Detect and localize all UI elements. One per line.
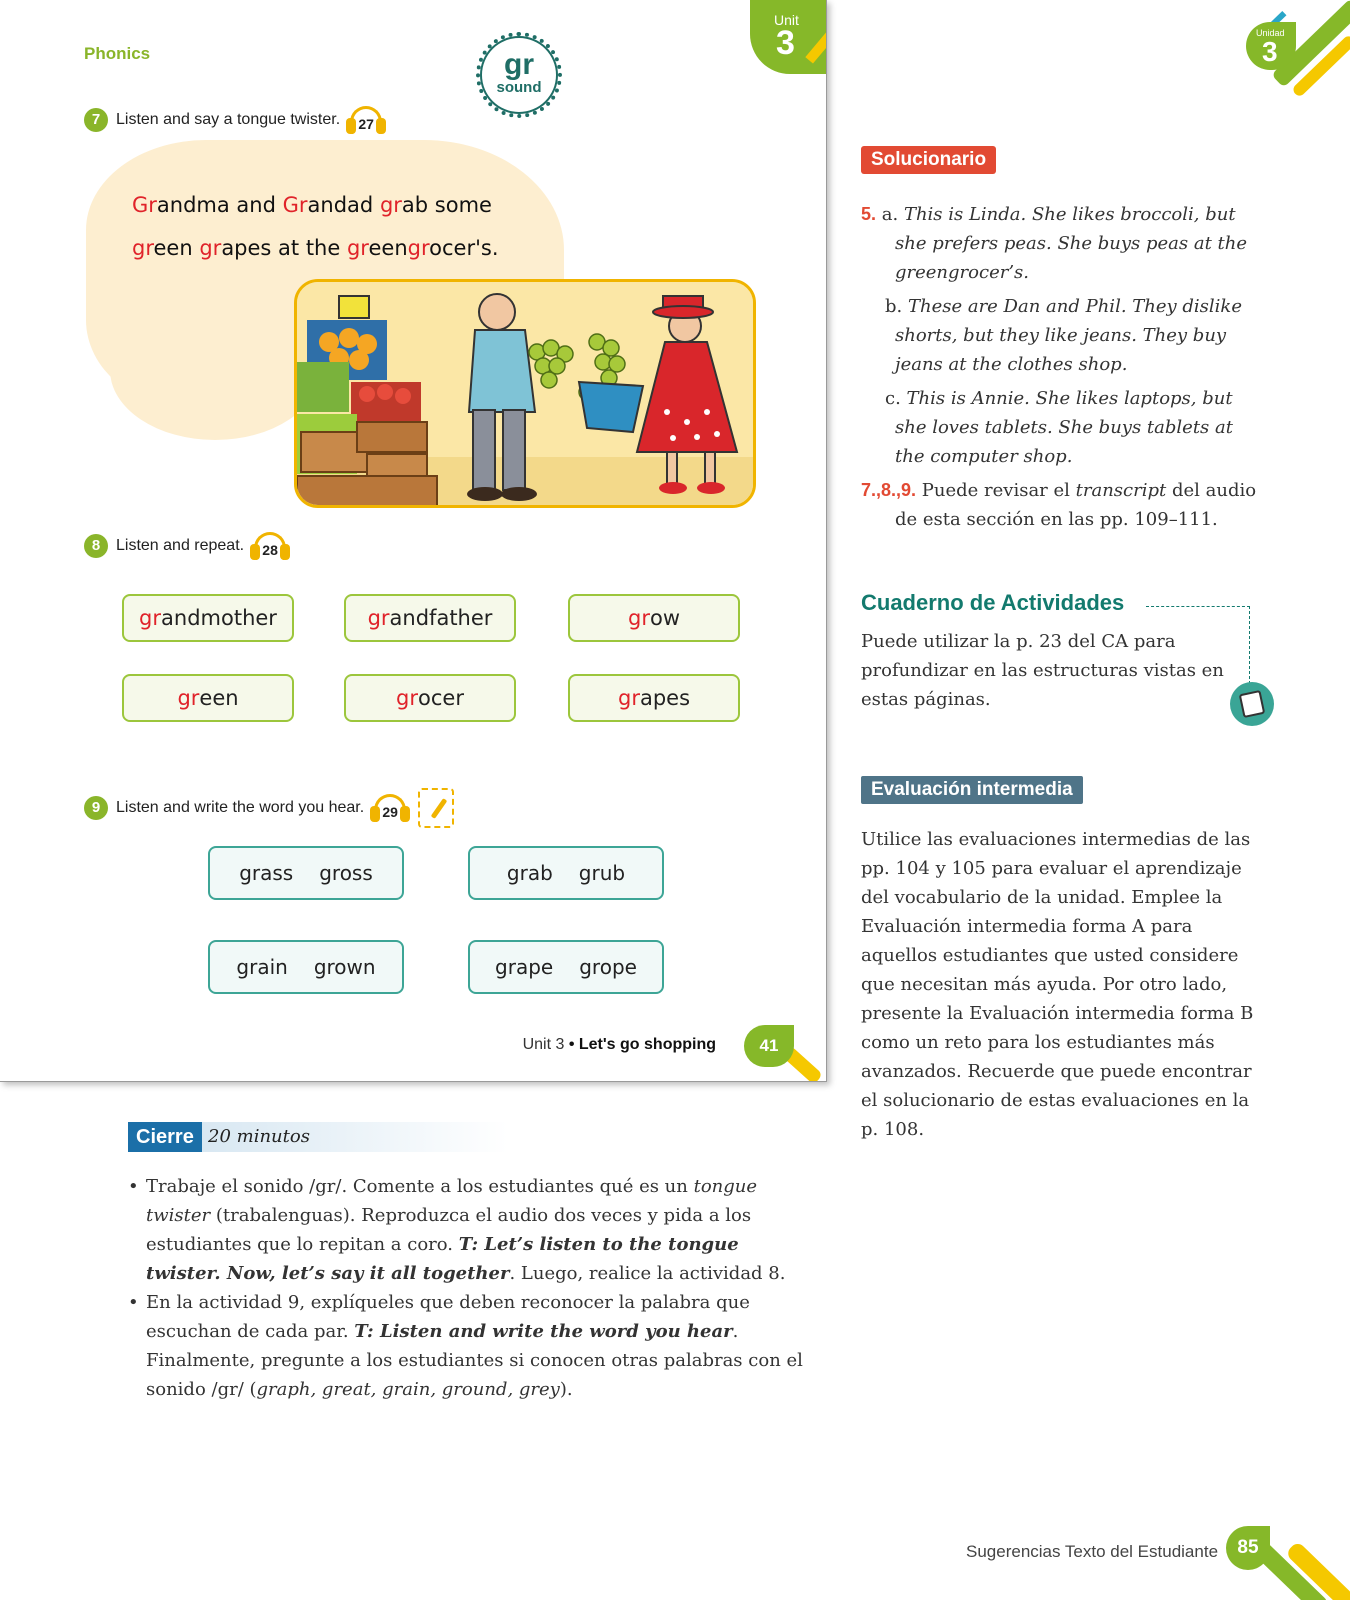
italic-term: graph, great, grain, ground, grey xyxy=(256,1379,560,1400)
solucionario-answer xyxy=(861,384,1261,471)
gr-highlight: Gr xyxy=(132,193,157,217)
word-pair-card[interactable] xyxy=(468,846,664,900)
gr-highlight: gr xyxy=(139,606,162,630)
solucionario-item-5-list xyxy=(861,200,1261,471)
answer-letter: b. xyxy=(885,296,903,317)
word-card xyxy=(568,674,740,722)
gr-highlight: gr xyxy=(199,236,222,260)
evaluacion-text: Utilice las evaluaciones intermedias de las pp. 104 y 105 para evaluar el aprendizaje del vocabulario de la unidad. Emplee la Evaluación intermedia forma A para aquellos estudiantes que usted considere que necesitan más ayuda. Por otro lado, presente la Evaluación intermedia forma B como un reto para los estudiantes más avanzados. Recuerde que puede encontrar el solucionario de estas evaluaciones en la p. 108. xyxy=(861,829,1254,1140)
instruction-text: Listen and say a tongue twister. xyxy=(116,111,341,128)
gr-highlight: gr xyxy=(177,686,200,710)
word-card xyxy=(568,594,740,642)
word-option[interactable]: grope xyxy=(579,955,637,979)
italic-term: tongue twister xyxy=(146,1176,758,1226)
answer-text: This is Annie. She likes laptops, but she loves tablets. She buys tablets at the computer shop. xyxy=(895,388,1233,467)
word-rest: apes xyxy=(639,686,691,710)
answer-letter: a. xyxy=(881,204,899,225)
gr-highlight: gr xyxy=(407,236,430,260)
word-option[interactable]: grass xyxy=(239,861,294,885)
word-rest: andfather xyxy=(389,606,493,630)
twister-segment: andad xyxy=(307,193,380,217)
greengrocer-illustration xyxy=(294,279,756,508)
twister-segment: andma and xyxy=(156,193,283,217)
twister-segment: een xyxy=(368,236,408,260)
word-card xyxy=(122,674,294,722)
solucionario-answer xyxy=(861,200,1261,287)
cierre-bullet xyxy=(128,1288,818,1404)
answer-text: This is Linda. She likes broccoli, but she prefers peas. She buys peas at the greengrocer’s. xyxy=(895,204,1248,283)
activity-number: 7 xyxy=(84,108,108,132)
notebook-icon xyxy=(1230,682,1274,726)
gr-highlight: gr xyxy=(367,606,390,630)
word-rest: een xyxy=(199,686,239,710)
text-segment: . Finalmente, pregunte a los estudiantes si conocen otras palabras con el sonido /gr/ ( xyxy=(146,1321,803,1400)
unidad-tab xyxy=(1246,22,1296,70)
text-segment: del audio de esta sección en las pp. 109–111. xyxy=(895,480,1257,530)
teacher-prompt: T: Let’s listen to the tongue twister. Now, let’s say it all together xyxy=(146,1234,739,1284)
unit-tab xyxy=(750,0,827,74)
solucionario-label: Solucionario xyxy=(861,146,996,174)
instruction-text: Listen and write the word you hear. xyxy=(116,799,365,816)
word-card xyxy=(122,594,294,642)
answer-text: These are Dan and Phil. They dislike shorts, but they like jeans. They buy jeans at the clothes shop. xyxy=(895,296,1242,375)
solucionario-item-789-text xyxy=(861,476,1261,534)
twister-line xyxy=(132,184,552,227)
gr-highlight: gr xyxy=(396,686,418,710)
activity-7-instruction xyxy=(84,106,386,134)
instruction-text: Listen and repeat. xyxy=(116,537,245,554)
badge-letters: gr xyxy=(504,48,534,81)
unidad-tab-number: 3 xyxy=(1262,36,1278,67)
word-pair-card[interactable] xyxy=(468,940,664,994)
text-segment: Trabaje el sonido /gr/. Comente a los estudiantes qué es un xyxy=(146,1176,694,1197)
student-page-number: 41 xyxy=(744,1025,794,1067)
cuaderno-text: Puede utilizar la p. 23 del CA para profundizar en las estructuras vistas en estas páginas. xyxy=(861,631,1224,710)
audio-track-number: 28 xyxy=(262,542,278,558)
word-pair-card[interactable] xyxy=(208,846,404,900)
evaluacion-label: Evaluación intermedia xyxy=(861,776,1083,804)
headphones-icon[interactable] xyxy=(250,532,290,560)
solucionario-item-789 xyxy=(861,476,1261,534)
cierre-bullet xyxy=(128,1172,818,1288)
pencil-icon xyxy=(418,788,454,828)
text-segment: . Luego, realice la actividad 8. xyxy=(509,1263,786,1284)
text-segment: (trabalenguas). Reproduzca el audio dos veces y pida a los estudiantes que lo repitan a coro. xyxy=(146,1205,752,1255)
gr-sound-badge xyxy=(476,32,562,118)
item-number: 7.,8.,9. xyxy=(861,480,917,500)
guide-footer-text: Sugerencias Texto del Estudiante xyxy=(966,1542,1219,1561)
unidad-tab-label: Unidad xyxy=(1256,28,1285,38)
activity-number: 9 xyxy=(84,796,108,820)
student-page-footer xyxy=(523,1036,716,1054)
teacher-prompt: T: Listen and write the word you hear xyxy=(354,1321,733,1342)
twister-segment: ab some xyxy=(401,193,492,217)
solucionario-answer xyxy=(861,292,1261,379)
word-rest: ocer xyxy=(418,686,464,710)
twister-segment: apes at the xyxy=(221,236,347,260)
answer-letter: c. xyxy=(885,388,901,409)
cuaderno-title: Cuaderno de Actividades xyxy=(861,590,1125,615)
headphones-icon[interactable] xyxy=(370,794,410,822)
guide-page-number: 85 xyxy=(1226,1526,1270,1570)
student-book-page xyxy=(0,0,827,1082)
cierre-bullet-list xyxy=(128,1172,818,1404)
word-rest: andmother xyxy=(161,606,277,630)
twister-line xyxy=(132,227,552,270)
tongue-twister-text xyxy=(132,184,552,270)
unit-tab-number: 3 xyxy=(776,24,795,62)
cierre-label: Cierre xyxy=(128,1122,202,1152)
gr-highlight: gr xyxy=(617,686,640,710)
word-option[interactable]: grab xyxy=(506,861,553,885)
section-title: Phonics xyxy=(84,44,151,63)
gr-highlight: gr xyxy=(346,236,369,260)
word-option[interactable]: grain xyxy=(236,955,288,979)
activity-9-instruction xyxy=(84,788,454,828)
gr-highlight: Gr xyxy=(282,193,308,217)
gr-highlight: gr xyxy=(379,193,402,217)
twister-segment: ocer's. xyxy=(429,236,499,260)
word-option[interactable]: grown xyxy=(313,955,376,979)
activity-8-instruction xyxy=(84,532,290,560)
footer-unit: Unit 3 xyxy=(522,1036,565,1053)
word-option[interactable]: grape xyxy=(495,955,554,979)
footer-title: Let's go shopping xyxy=(578,1036,716,1053)
badge-label: sound xyxy=(496,79,542,96)
tongue-twister-cloud-puff xyxy=(110,300,320,440)
word-rest: ow xyxy=(649,606,680,630)
word-option[interactable]: grub xyxy=(578,861,626,885)
solucionario-item-5 xyxy=(861,200,1261,471)
gr-highlight: gr xyxy=(132,236,154,260)
word-option[interactable]: gross xyxy=(319,861,373,885)
unit-tab-label: Unit xyxy=(774,12,799,28)
italic-term: transcript xyxy=(1075,480,1167,501)
word-pair-card[interactable] xyxy=(208,940,404,994)
word-card xyxy=(344,594,516,642)
audio-track-number: 29 xyxy=(382,804,398,820)
audio-track-number: 27 xyxy=(358,116,374,132)
item-number: 5. xyxy=(861,204,877,224)
text-segment: En la actividad 9, explíqueles que deben reconocer la palabra que escuchan de cada par. xyxy=(146,1292,750,1342)
cierre-duration: 20 minutos xyxy=(208,1126,310,1147)
footer-bullet: • xyxy=(568,1036,575,1053)
activity-number: 8 xyxy=(84,534,108,558)
unit-tab-stripe xyxy=(805,26,827,63)
text-segment: Puede revisar el xyxy=(916,480,1076,501)
twister-segment: een xyxy=(153,236,200,260)
gr-highlight: gr xyxy=(628,606,650,630)
text-segment: ). xyxy=(559,1379,573,1400)
word-card xyxy=(344,674,516,722)
headphones-icon[interactable] xyxy=(346,106,386,134)
